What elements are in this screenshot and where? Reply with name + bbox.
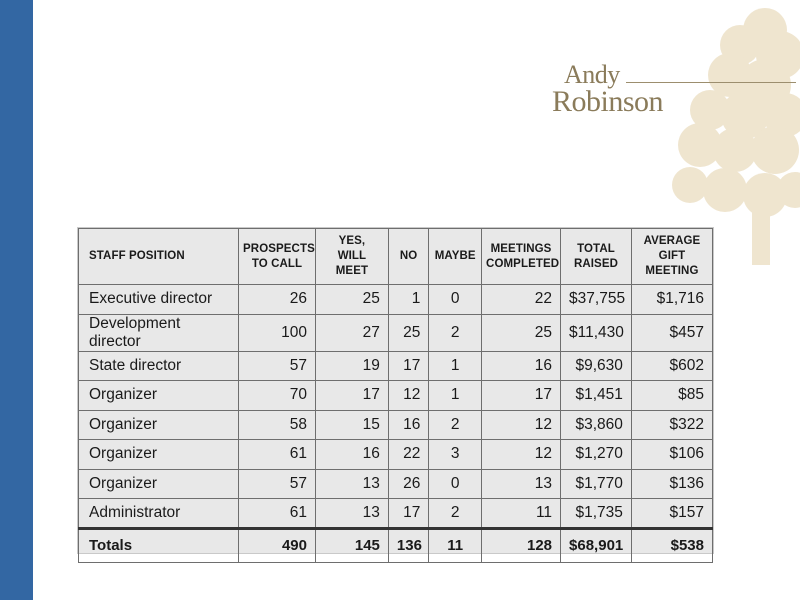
tree-graphic bbox=[670, 0, 800, 265]
cell-staff-position: Administrator bbox=[79, 499, 239, 529]
cell-meetings-completed: 22 bbox=[482, 285, 561, 315]
table-row bbox=[79, 314, 713, 351]
table-row bbox=[79, 410, 713, 440]
cell-total-raised: $1,770 bbox=[561, 469, 632, 499]
cell-prospects-to-call: 61 bbox=[239, 499, 316, 529]
cell-yes-will-meet: 15 bbox=[315, 410, 388, 440]
header-average-gift-meeting: AVERAGE GIFT MEETING bbox=[631, 229, 712, 285]
cell-staff-position: State director bbox=[79, 351, 239, 381]
header-prospects-to-call: PROSPECTS TO CALL bbox=[239, 229, 316, 285]
cell-meetings-completed: 12 bbox=[482, 440, 561, 470]
cell-yes-will-meet: 13 bbox=[315, 469, 388, 499]
cell-total-raised: $68,901 bbox=[561, 528, 632, 562]
table-row bbox=[79, 381, 713, 411]
table-row bbox=[79, 469, 713, 499]
cell-prospects-to-call: 70 bbox=[239, 381, 316, 411]
cell-total-raised: $1,270 bbox=[561, 440, 632, 470]
table-header-row bbox=[79, 229, 713, 285]
cell-no: 17 bbox=[388, 499, 429, 529]
cell-yes-will-meet: 19 bbox=[315, 351, 388, 381]
cell-meetings-completed: 25 bbox=[482, 314, 561, 351]
cell-maybe: 2 bbox=[429, 314, 482, 351]
cell-no: 25 bbox=[388, 314, 429, 351]
cell-prospects-to-call: 57 bbox=[239, 351, 316, 381]
table-row bbox=[79, 440, 713, 470]
cell-no: 17 bbox=[388, 351, 429, 381]
cell-staff-position: Organizer bbox=[79, 440, 239, 470]
andy-robinson-logo bbox=[550, 60, 800, 120]
cell-prospects-to-call: 58 bbox=[239, 410, 316, 440]
cell-total-raised: $1,735 bbox=[561, 499, 632, 529]
cell-maybe: 11 bbox=[429, 528, 482, 562]
cell-no: 22 bbox=[388, 440, 429, 470]
cell-meetings-completed: 128 bbox=[482, 528, 561, 562]
cell-maybe: 1 bbox=[429, 351, 482, 381]
cell-total-raised: $1,451 bbox=[561, 381, 632, 411]
cell-yes-will-meet: 145 bbox=[315, 528, 388, 562]
cell-average-gift-meeting: $602 bbox=[631, 351, 712, 381]
table-row bbox=[79, 499, 713, 529]
cell-yes-will-meet: 27 bbox=[315, 314, 388, 351]
cell-total-raised: $9,630 bbox=[561, 351, 632, 381]
cell-maybe: 2 bbox=[429, 410, 482, 440]
logo-first-name: Andy bbox=[564, 60, 620, 89]
cell-average-gift-meeting: $85 bbox=[631, 381, 712, 411]
cell-total-raised: $11,430 bbox=[561, 314, 632, 351]
cell-no: 16 bbox=[388, 410, 429, 440]
cell-staff-position: Development director bbox=[79, 314, 239, 351]
header-yes-will-meet: YES, WILL MEET bbox=[315, 229, 388, 285]
cell-prospects-to-call: 61 bbox=[239, 440, 316, 470]
cell-prospects-to-call: 26 bbox=[239, 285, 316, 315]
cell-meetings-completed: 11 bbox=[482, 499, 561, 529]
cell-no: 136 bbox=[388, 528, 429, 562]
header-maybe: MAYBE bbox=[429, 229, 482, 285]
cell-yes-will-meet: 16 bbox=[315, 440, 388, 470]
cell-maybe: 3 bbox=[429, 440, 482, 470]
cell-meetings-completed: 13 bbox=[482, 469, 561, 499]
cell-total-raised: $37,755 bbox=[561, 285, 632, 315]
cell-average-gift-meeting: $157 bbox=[631, 499, 712, 529]
cell-average-gift-meeting: $322 bbox=[631, 410, 712, 440]
cell-meetings-completed: 12 bbox=[482, 410, 561, 440]
totals-row bbox=[79, 528, 713, 562]
left-accent-bar bbox=[0, 0, 33, 600]
cell-meetings-completed: 16 bbox=[482, 351, 561, 381]
header-total-raised: TOTAL RAISED bbox=[561, 229, 632, 285]
cell-average-gift-meeting: $538 bbox=[631, 528, 712, 562]
cell-staff-position: Totals bbox=[79, 528, 239, 562]
staff-fundraising-table bbox=[78, 228, 713, 563]
cell-staff-position: Organizer bbox=[79, 381, 239, 411]
cell-no: 12 bbox=[388, 381, 429, 411]
cell-maybe: 0 bbox=[429, 285, 482, 315]
cell-no: 1 bbox=[388, 285, 429, 315]
cell-average-gift-meeting: $457 bbox=[631, 314, 712, 351]
cell-no: 26 bbox=[388, 469, 429, 499]
logo-last-name: Robinson bbox=[552, 85, 664, 118]
cell-prospects-to-call: 490 bbox=[239, 528, 316, 562]
cell-average-gift-meeting: $106 bbox=[631, 440, 712, 470]
logo-rule bbox=[626, 82, 796, 83]
cell-meetings-completed: 17 bbox=[482, 381, 561, 411]
table-row bbox=[79, 285, 713, 315]
staff-fundraising-table-panel bbox=[77, 227, 714, 554]
cell-total-raised: $3,860 bbox=[561, 410, 632, 440]
cell-yes-will-meet: 17 bbox=[315, 381, 388, 411]
cell-average-gift-meeting: $136 bbox=[631, 469, 712, 499]
cell-staff-position: Organizer bbox=[79, 469, 239, 499]
header-no: NO bbox=[388, 229, 429, 285]
cell-prospects-to-call: 57 bbox=[239, 469, 316, 499]
cell-yes-will-meet: 25 bbox=[315, 285, 388, 315]
cell-prospects-to-call: 100 bbox=[239, 314, 316, 351]
table-row bbox=[79, 351, 713, 381]
cell-staff-position: Executive director bbox=[79, 285, 239, 315]
cell-maybe: 1 bbox=[429, 381, 482, 411]
cell-yes-will-meet: 13 bbox=[315, 499, 388, 529]
header-staff-position: STAFF POSITION bbox=[79, 229, 239, 285]
cell-maybe: 2 bbox=[429, 499, 482, 529]
cell-staff-position: Organizer bbox=[79, 410, 239, 440]
cell-maybe: 0 bbox=[429, 469, 482, 499]
header-meetings-completed: MEETINGS COMPLETED bbox=[482, 229, 561, 285]
cell-average-gift-meeting: $1,716 bbox=[631, 285, 712, 315]
